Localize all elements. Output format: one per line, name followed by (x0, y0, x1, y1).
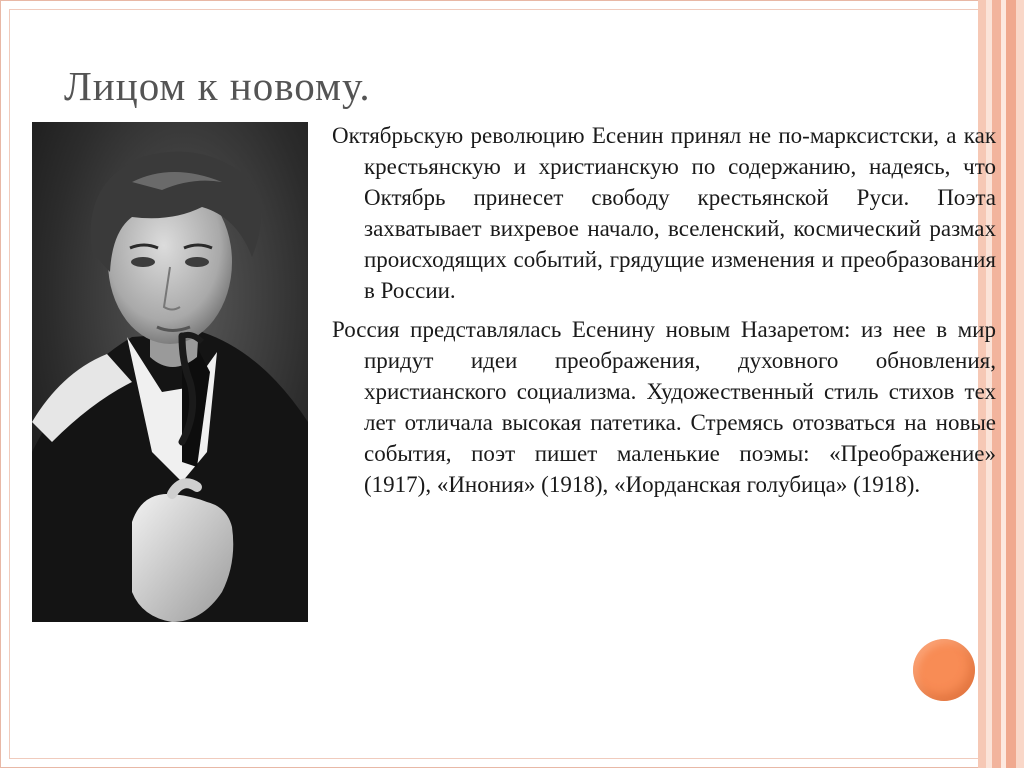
decorative-orange-circle (913, 639, 975, 701)
portrait-photo (32, 122, 308, 622)
paragraph-revolution: Октябрьскую революцию Есенин принял не по-марксистски, а как крестьянскую и христианскую по содержанию, надеясь, что Октябрь принесет свободу крестьянской Руси. Поэта захватывает вихревое начало, вселенский, космический размах происходящих событий, грядущие изменения и преобразования в России. (332, 123, 996, 303)
slide-body (332, 120, 996, 508)
paragraph-russia: Россия представлялась Есенину новым Назаретом: из нее в мир придут идеи преображения, духовного обновления, христианского социализма. Художественный стиль стихов тех лет отличала высокая патетика. Стремясь отозваться на новые события, поэт пишет маленькие поэмы: «Преображение» (1917), «Инония» (1918), «Иорданская голубица» (1918). (332, 317, 996, 497)
slide-title: Лицом к новому. (64, 63, 371, 109)
stripe (1016, 0, 1024, 768)
stripe (1006, 0, 1016, 768)
